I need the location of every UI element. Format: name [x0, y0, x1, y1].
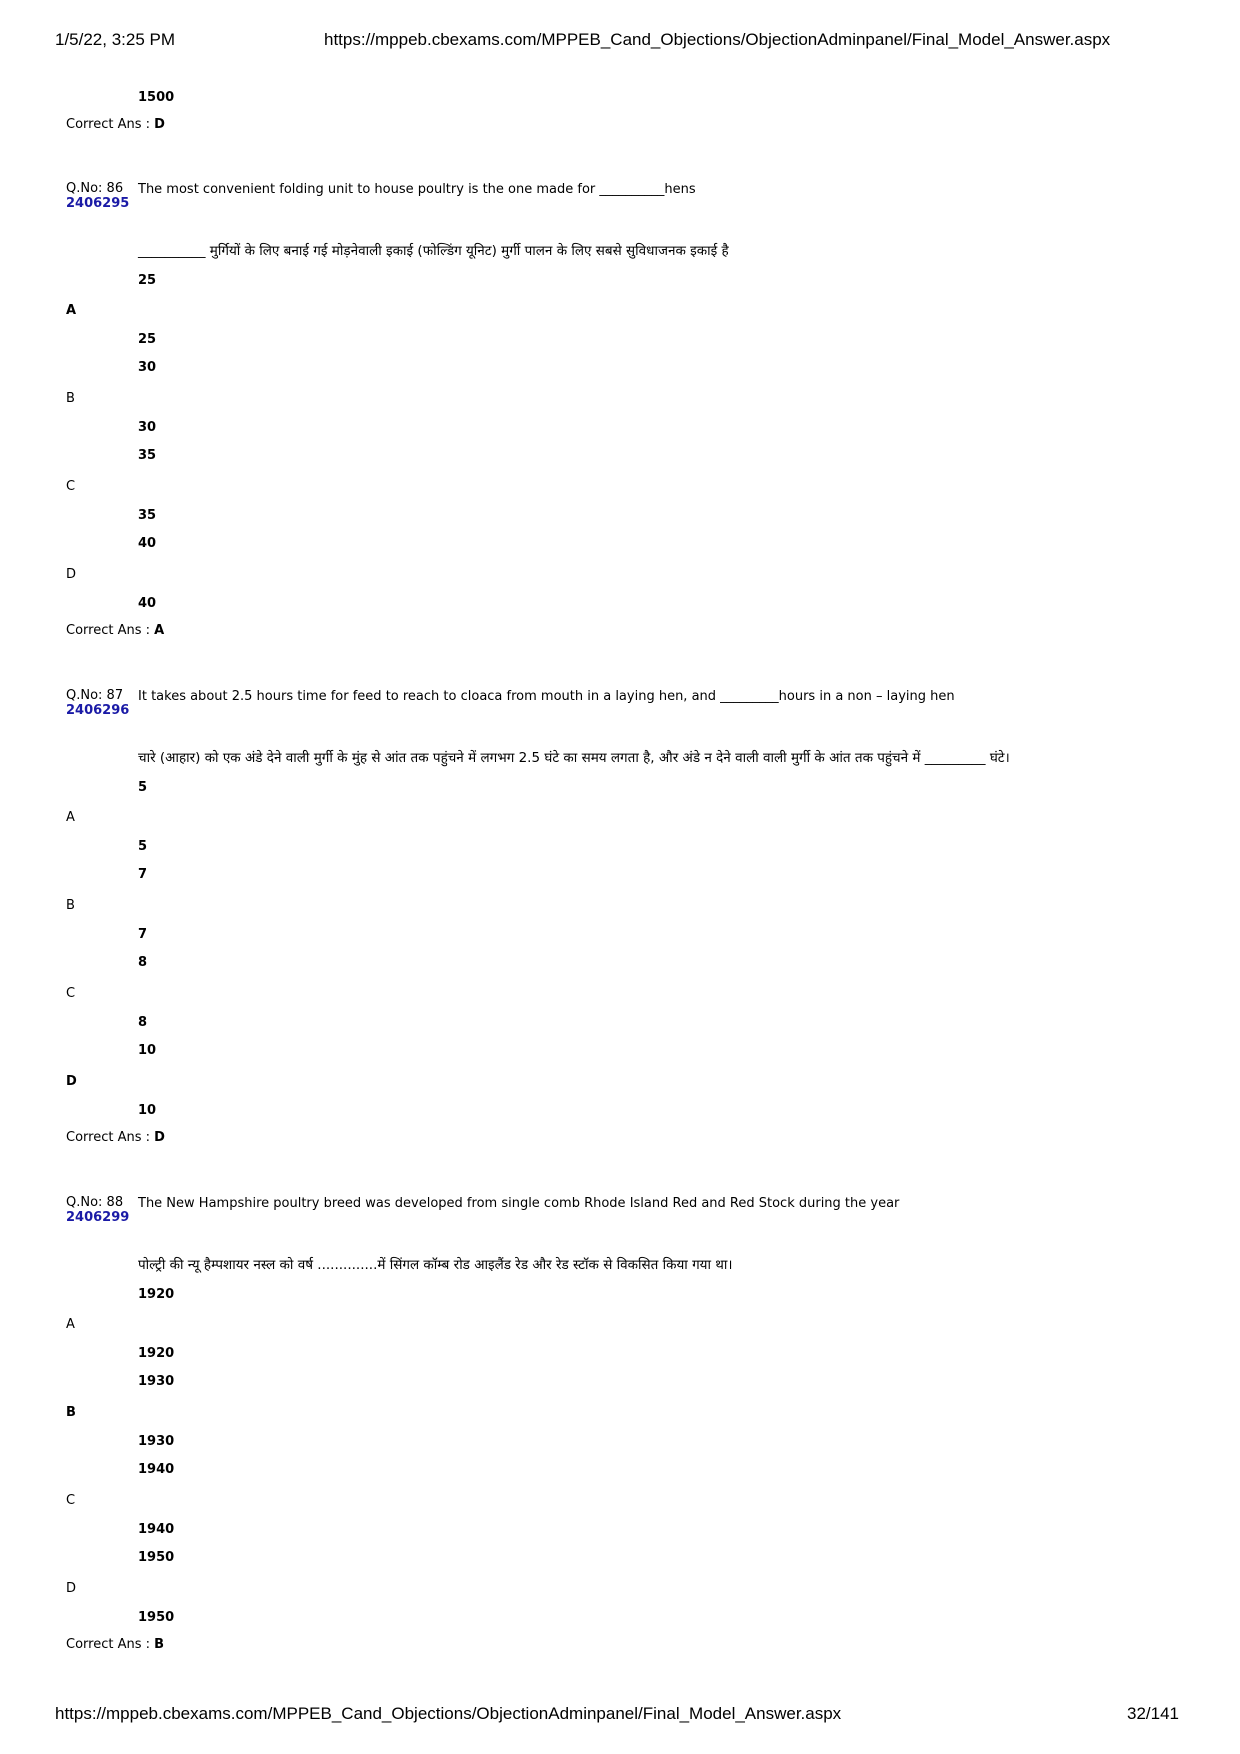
option-label: C [66, 479, 76, 494]
print-url-header: https://mppeb.cbexams.com/MPPEB_Cand_Objections/ObjectionAdminpanel/Final_Model_Answer.aspx [324, 30, 1111, 49]
option-value: 35 [138, 448, 157, 463]
correct-answer [66, 117, 165, 132]
option-value: 1930 [138, 1434, 175, 1449]
correct-answer [66, 1130, 165, 1145]
option-value: 25 [138, 273, 157, 288]
option-value: 1940 [138, 1522, 175, 1537]
question-text-english: It takes about 2.5 hours time for feed to reach to cloaca from mouth in a laying hen, and _________hours in a non – laying hen [138, 689, 955, 704]
option-value: 40 [138, 536, 157, 551]
print-datetime: 1/5/22, 3:25 PM [55, 30, 176, 49]
option-value: 8 [138, 955, 148, 970]
option-value: 1950 [138, 1550, 175, 1565]
question-text-hindi: चारे (आहार) को एक अंडे देने वाली मुर्गी के मुंह से आंत तक पहुंचने में लगभग 2.5 घंटे का समय लगता है, और अंडे न देने वाली वाली मुर्गी के आंत तक पहुंचने में _________ घंटे। [138, 750, 1010, 766]
option-label: B [66, 391, 75, 406]
correct-answer-value: D [154, 117, 165, 132]
correct-answer-value: A [154, 623, 165, 638]
option-value: 1500 [138, 90, 175, 105]
correct-answer-prefix: Correct Ans : [66, 1130, 155, 1145]
option-label: D [66, 567, 77, 582]
option-label: B [66, 898, 75, 913]
option-value: 1920 [138, 1287, 175, 1302]
option-label: B [66, 1405, 76, 1420]
option-value: 1920 [138, 1346, 175, 1361]
correct-answer [66, 623, 164, 638]
correct-answer-value: D [154, 1130, 165, 1145]
option-label: A [66, 303, 77, 318]
option-label: D [66, 1581, 77, 1596]
question-id: 2406295 [66, 196, 130, 211]
question-text-english: The most convenient folding unit to house poultry is the one made for __________hens [138, 182, 696, 197]
option-value: 25 [138, 332, 157, 347]
correct-answer [66, 1637, 164, 1652]
question-text-hindi: __________ मुर्गियों के लिए बनाई गई मोड़नेवाली इकाई (फोल्डिंग यूनिट) मुर्गी पालन के लिए सबसे सुविधाजनक इकाई है [138, 243, 729, 259]
question-text-hindi: पोल्ट्री की न्यू हैम्पशायर नस्ल को वर्ष ..............में सिंगल कॉम्ब रोड आइलैंड रेड और रेड स्टॉक से विकसित किया गया था। [138, 1257, 733, 1273]
option-value: 8 [138, 1015, 148, 1030]
question-number: Q.No: 87 [66, 688, 124, 703]
option-value: 1930 [138, 1374, 175, 1389]
option-value: 1950 [138, 1610, 175, 1625]
question-number: Q.No: 86 [66, 181, 124, 196]
option-value: 40 [138, 596, 157, 611]
option-value: 1940 [138, 1462, 175, 1477]
option-value: 10 [138, 1043, 157, 1058]
option-value: 7 [138, 927, 148, 942]
correct-answer-prefix: Correct Ans : [66, 623, 155, 638]
option-label: C [66, 1493, 76, 1508]
option-label: D [66, 1074, 77, 1089]
option-value: 5 [138, 839, 148, 854]
print-url-footer: https://mppeb.cbexams.com/MPPEB_Cand_Objections/ObjectionAdminpanel/Final_Model_Answer.aspx [55, 1704, 842, 1723]
correct-answer-prefix: Correct Ans : [66, 117, 155, 132]
question-id: 2406299 [66, 1210, 130, 1225]
question-number: Q.No: 88 [66, 1195, 124, 1210]
question-text-english: The New Hampshire poultry breed was developed from single comb Rhode Island Red and Red Stock during the year [138, 1196, 900, 1211]
option-value: 35 [138, 508, 157, 523]
option-label: A [66, 810, 75, 825]
option-label: A [66, 1317, 75, 1332]
correct-answer-prefix: Correct Ans : [66, 1637, 155, 1652]
question-id: 2406296 [66, 703, 130, 718]
option-label: C [66, 986, 76, 1001]
option-value: 7 [138, 867, 148, 882]
option-value: 30 [138, 420, 157, 435]
option-value: 30 [138, 360, 157, 375]
page-number: 32/141 [1127, 1704, 1179, 1723]
option-value: 10 [138, 1103, 157, 1118]
option-value: 5 [138, 780, 148, 795]
correct-answer-value: B [154, 1637, 165, 1652]
